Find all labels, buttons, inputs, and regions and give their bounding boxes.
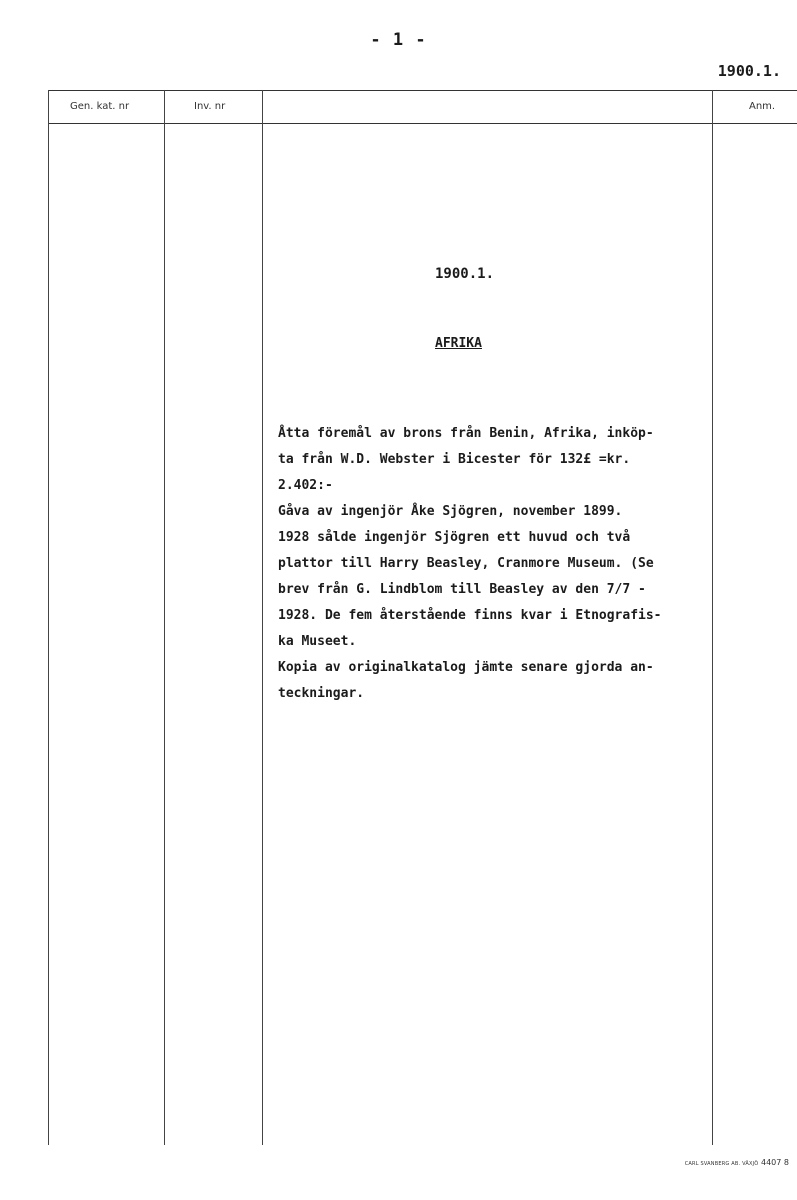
column-header-gen-kat-nr: Gen. kat. nr — [70, 101, 130, 112]
entry-description — [278, 421, 710, 707]
page-number: - 1 - — [370, 30, 427, 50]
form-number: 4407 8 — [761, 1158, 789, 1167]
printer-mark — [685, 1158, 789, 1167]
column-divider-main-anm — [712, 90, 713, 1145]
description-line: 2.402:- — [278, 478, 333, 493]
description-line: ka Museet. — [278, 634, 357, 649]
table-header-rule — [48, 123, 797, 124]
description-line: ta från W.D. Webster i Bicester för 132£ =kr. — [278, 452, 631, 467]
section-heading: AFRIKA — [435, 336, 482, 351]
column-divider-gen-inv — [164, 90, 165, 1145]
description-line: Gåva av ingenjör Åke Sjögren, november 1899. — [278, 504, 623, 519]
description-line: 1928 sålde ingenjör Sjögren ett huvud och två — [278, 530, 631, 545]
column-header-inv-nr: Inv. nr — [194, 101, 226, 112]
description-line: Åtta föremål av brons från Benin, Afrika, inköp- — [278, 426, 654, 441]
column-header-anm: Anm. — [749, 101, 776, 112]
description-line: teckningar. — [278, 686, 365, 701]
table-top-rule — [48, 90, 797, 91]
column-divider-inv-main — [262, 90, 263, 1145]
description-line: brev från G. Lindblom till Beasley av den 7/7 - — [278, 582, 646, 597]
description-line: plattor till Harry Beasley, Cranmore Museum. (Se — [278, 556, 654, 571]
entry-number: 1900.1. — [435, 266, 495, 282]
description-line: 1928. De fem återstående finns kvar i Etnografis- — [278, 608, 662, 623]
description-line: Kopia av originalkatalog jämte senare gjorda an- — [278, 660, 654, 675]
printer-name: CARL SVANBERG AB. VÄXJÖ — [684, 1161, 759, 1167]
column-divider-left-edge — [48, 90, 49, 1145]
catalog-number-header: 1900.1. — [717, 62, 781, 80]
